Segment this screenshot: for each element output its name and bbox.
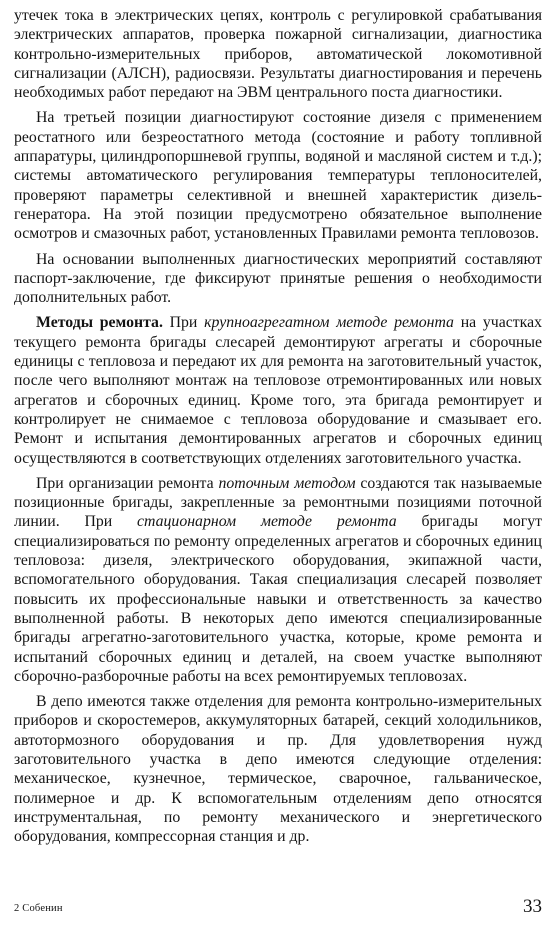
text-run: При — [162, 314, 205, 332]
emphasis-stationary-method: стационарном методе ремонта — [137, 513, 397, 531]
paragraph-third-position: На третьей позиции диагностируют состояние дизеля с применением реостатного или безреостатного метода (состояние и работу топливной аппаратуры, цилиндропоршневой группы, водяной и масляной систем и т.д.); системы автоматического регулирования температуры теплоносителей, проверяют параметры селективной и внешней характеристик дизель-генератора. На этой позиции предусмотрено обязательное выполнение осмотров и смазочных работ, установленных Правилами ремонта тепловозов. — [14, 109, 542, 243]
text-run: При организации ремонта — [36, 474, 219, 492]
paragraph-passport-conclusion: На основании выполненных диагностических мероприятий составляют паспорт-заключение, где фиксируют принятые решения о необходимости дополнительных работ. — [14, 250, 542, 307]
emphasis-flow-method: поточным методом — [218, 474, 356, 492]
emphasis-aggregate-method: крупноагрегатном методе ремонта — [204, 314, 454, 332]
text-run: создаются так называемые позиционные бригады, закрепленные за ремонтными позициями поточной линии. При — [14, 474, 542, 531]
page-number: 33 — [523, 896, 542, 917]
text-run: на участках текущего ремонта бригады слесарей демонтируют агрегаты и сборочные единицы с тепловоза и передают их для ремонта на заготовительный участок, после чего выполняют монтаж на тепловозе отремонтированных или новых агрегатов и сборочных единиц. Кроме того, эта бригада ремонтирует и контролирует не снимаемое с тепловоза оборудование и смазывает его. Ремонт и испытания демонтированных агрегатов и сборочных единиц осуществляются в соответствующих отделениях заготовительного участка. — [14, 314, 542, 467]
page-body — [14, 6, 542, 846]
paragraph-depot-departments: В депо имеются также отделения для ремонта контрольно-измерительных приборов и скоростемеров, аккумуляторных батарей, секций холодильников, автотормозного оборудования и пр. Для удовлетворения нужд заготовительного участка в депо имеются следующие отделения: механическое, кузнечное, термическое, сварочное, гальваническое, полимерное и др. К вспомогательным отделениям депо относятся инструментальная, по ремонту механического и энергетического оборудования, компрессорная станция и др. — [14, 693, 542, 846]
paragraph-diagnostics-continued: утечек тока в электрических цепях, контроль с регулировкой срабатывания электрических аппаратов, проверка пожарной сигнализации, диагностика контрольно-измерительных приборов, автоматической локомотивной сигнализации (АЛСН), радиосвязи. Результаты диагностирования и перечень необходимых работ передают на ЭВМ центрального поста диагностики. — [14, 7, 542, 102]
section-heading-repair-methods: Методы ремонта. — [36, 314, 163, 332]
text-run: бригады могут специализироваться по ремонту определенных агрегатов и сборочных единиц тепловоза: дизеля, электрического оборудования, экипажной части, вспомогательного оборудования. Такая специализация слесарей позволяет повысить их профессиональные навыки и ответственность за качество выполненной работы. В некоторых депо имеются специализированные бригады агрегатно-заготовительного участка, которые, кроме ремонта и испытаний сборочных единиц и деталей, на своем участке выполняют сборочно-разборочные работы на всех ремонтируемых тепловозах. — [14, 513, 542, 685]
paragraph-repair-methods — [14, 313, 542, 467]
paragraph-flow-method — [14, 474, 542, 686]
page-footer — [14, 896, 542, 920]
printer-signature: 2 Собенин — [14, 903, 63, 914]
